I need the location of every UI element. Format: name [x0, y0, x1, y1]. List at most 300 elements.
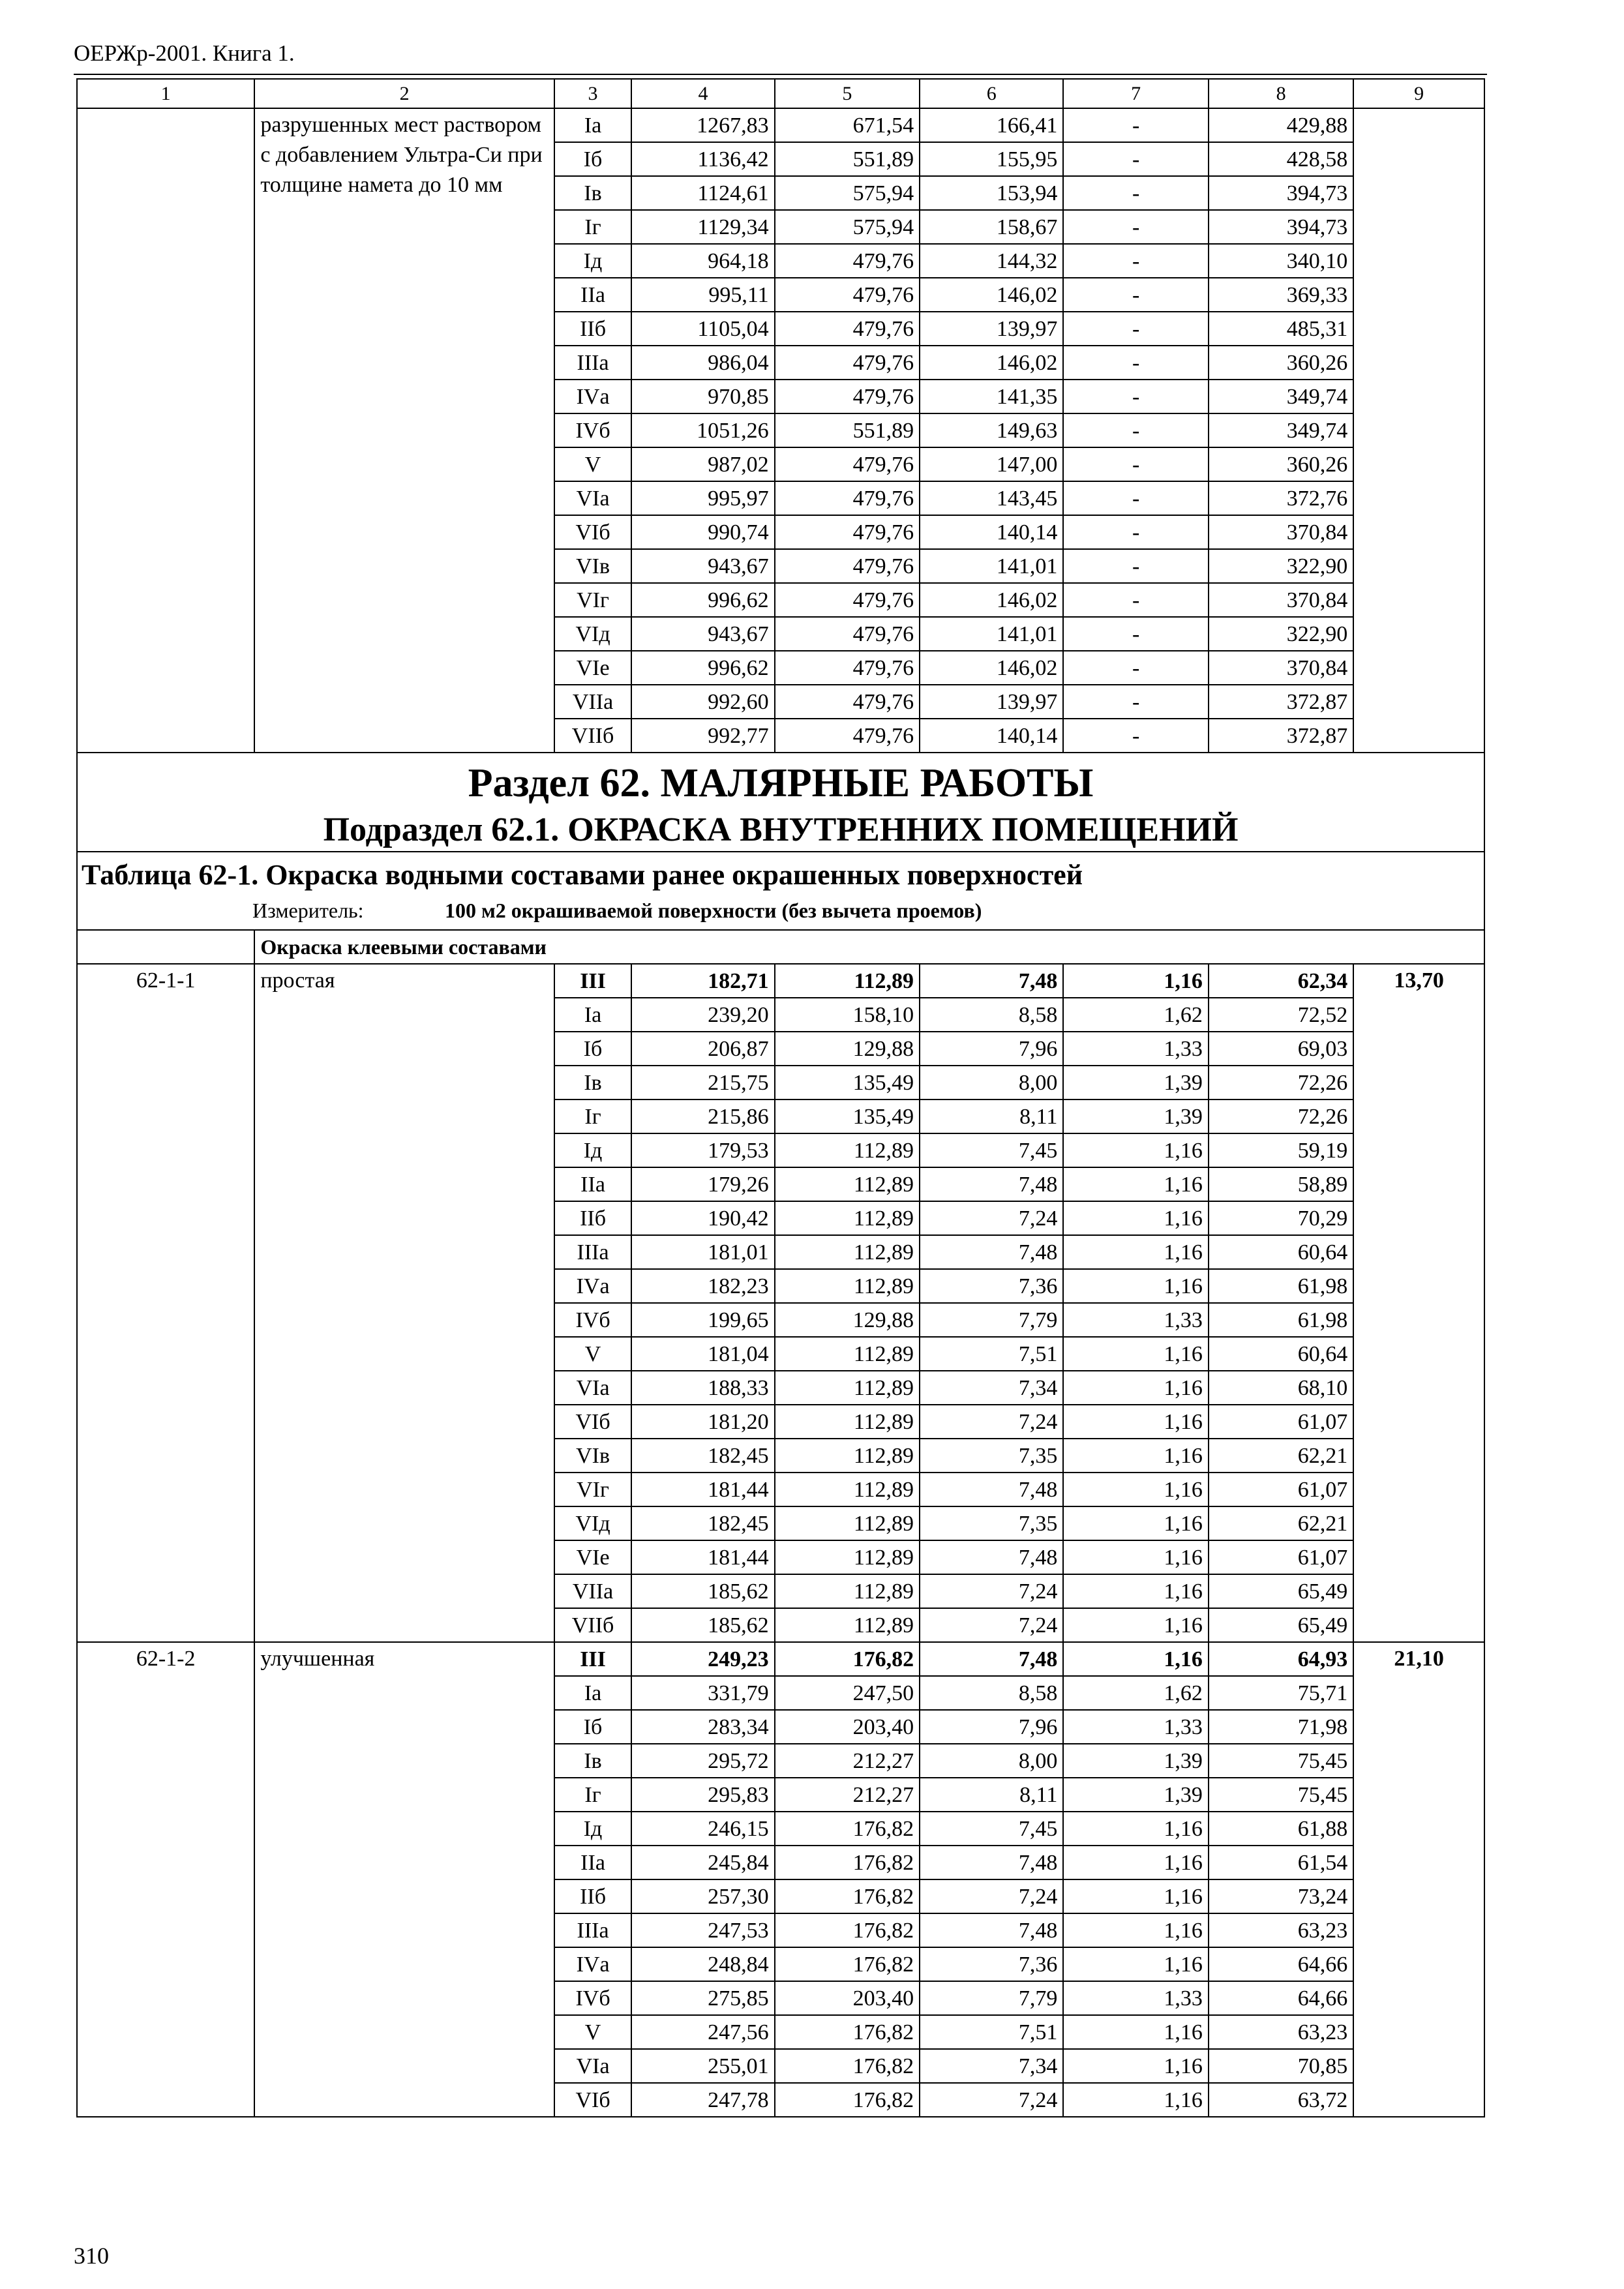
labor-cost: 212,27	[775, 1778, 920, 1812]
code-cell	[77, 108, 254, 753]
machinist-wage: 1,16	[1063, 1269, 1208, 1303]
labor-cost: 575,94	[775, 210, 920, 244]
machinist-wage: -	[1063, 278, 1208, 312]
direct-cost: 181,20	[631, 1405, 774, 1439]
labor-cost: 112,89	[775, 1540, 920, 1574]
machinist-wage: -	[1063, 413, 1208, 447]
zone-code: VIIб	[554, 719, 632, 753]
zone-code: IVа	[554, 1269, 632, 1303]
machinist-wage: 1,33	[1063, 1032, 1208, 1066]
zone-code: VIа	[554, 481, 632, 515]
machine-cost: 166,41	[920, 108, 1063, 142]
machine-cost: 7,45	[920, 1812, 1063, 1846]
column-number: 2	[254, 79, 554, 108]
direct-cost: 206,87	[631, 1032, 774, 1066]
material-cost: 61,07	[1209, 1540, 1353, 1574]
labor-cost: 112,89	[775, 1133, 920, 1167]
machine-cost: 158,67	[920, 210, 1063, 244]
machine-cost: 140,14	[920, 515, 1063, 549]
zone-code: Iг	[554, 210, 632, 244]
labor-cost: 112,89	[775, 1439, 920, 1473]
machine-cost: 7,48	[920, 1913, 1063, 1947]
direct-cost: 179,53	[631, 1133, 774, 1167]
machinist-wage: 1,16	[1063, 1371, 1208, 1405]
zone-code: VIд	[554, 617, 632, 651]
zone-code: Iа	[554, 108, 632, 142]
direct-cost: 1267,83	[631, 108, 774, 142]
zone-code: VIг	[554, 583, 632, 617]
material-cost: 340,10	[1209, 244, 1353, 278]
table-body	[77, 79, 1484, 2117]
direct-cost: 185,62	[631, 1574, 774, 1608]
labor-cost: 479,76	[775, 278, 920, 312]
labor-cost: 479,76	[775, 583, 920, 617]
machinist-wage: -	[1063, 346, 1208, 380]
column-number: 8	[1209, 79, 1353, 108]
zone-code: VIе	[554, 1540, 632, 1574]
machine-cost: 7,36	[920, 1269, 1063, 1303]
material-cost: 322,90	[1209, 617, 1353, 651]
direct-cost: 179,26	[631, 1167, 774, 1201]
direct-cost: 190,42	[631, 1201, 774, 1235]
material-cost: 61,07	[1209, 1473, 1353, 1506]
zone-code: V	[554, 1337, 632, 1371]
machine-cost: 139,97	[920, 312, 1063, 346]
zone-code: IIб	[554, 1201, 632, 1235]
labor-cost: 158,10	[775, 998, 920, 1032]
direct-cost: 943,67	[631, 549, 774, 583]
labor-cost: 135,49	[775, 1100, 920, 1133]
machine-cost: 153,94	[920, 176, 1063, 210]
material-cost: 62,21	[1209, 1506, 1353, 1540]
labor-cost: 203,40	[775, 1981, 920, 2015]
zone-code: IVб	[554, 1981, 632, 2015]
zone-code: IVб	[554, 413, 632, 447]
direct-cost: 1124,61	[631, 176, 774, 210]
material-cost: 64,66	[1209, 1947, 1353, 1981]
material-cost: 71,98	[1209, 1710, 1353, 1744]
subsection-title: Подраздел 62.1. ОКРАСКА ВНУТРЕННИХ ПОМЕЩЕНИЙ	[323, 811, 1239, 848]
labor-cost: 551,89	[775, 142, 920, 176]
labor-cost: 176,82	[775, 1879, 920, 1913]
direct-cost: 255,01	[631, 2049, 774, 2083]
machine-cost: 7,24	[920, 1201, 1063, 1235]
material-cost: 369,33	[1209, 278, 1353, 312]
machine-cost: 7,34	[920, 2049, 1063, 2083]
table-row	[77, 108, 1484, 142]
material-cost: 322,90	[1209, 549, 1353, 583]
machinist-wage: 1,39	[1063, 1778, 1208, 1812]
material-cost: 360,26	[1209, 447, 1353, 481]
labor-cost: 112,89	[775, 1201, 920, 1235]
material-cost: 61,07	[1209, 1405, 1353, 1439]
machinist-wage: 1,16	[1063, 1913, 1208, 1947]
table-title: Таблица 62-1. Окраска водными составами ранее окрашенных поверхностей	[82, 859, 1083, 891]
machinist-wage: 1,33	[1063, 1303, 1208, 1337]
machinist-wage: 1,16	[1063, 2015, 1208, 2049]
machinist-wage: -	[1063, 447, 1208, 481]
machine-cost: 7,48	[920, 1540, 1063, 1574]
labor-cost: 176,82	[775, 2015, 920, 2049]
header-rule	[74, 74, 1487, 75]
machine-cost: 7,48	[920, 1167, 1063, 1201]
zone-code: VIб	[554, 515, 632, 549]
machinist-wage: -	[1063, 515, 1208, 549]
labor-cost: 176,82	[775, 1913, 920, 1947]
labor-cost: 112,89	[775, 964, 920, 998]
material-cost: 349,74	[1209, 413, 1353, 447]
table-title-cell	[77, 852, 1484, 930]
machinist-wage: 1,16	[1063, 1235, 1208, 1269]
material-cost: 75,45	[1209, 1778, 1353, 1812]
zone-code: Iв	[554, 1066, 632, 1100]
machine-cost: 7,24	[920, 1879, 1063, 1913]
machinist-wage: 1,16	[1063, 1846, 1208, 1879]
machinist-wage: 1,16	[1063, 1337, 1208, 1371]
machine-cost: 149,63	[920, 413, 1063, 447]
zone-code: VIв	[554, 549, 632, 583]
machine-cost: 8,11	[920, 1778, 1063, 1812]
column-number: 9	[1353, 79, 1484, 108]
labor-cost: 479,76	[775, 549, 920, 583]
column-number: 6	[920, 79, 1063, 108]
direct-cost: 257,30	[631, 1879, 774, 1913]
zone-code: Iб	[554, 1032, 632, 1066]
direct-cost: 181,04	[631, 1337, 774, 1371]
machine-cost: 8,58	[920, 1676, 1063, 1710]
direct-cost: 970,85	[631, 380, 774, 413]
machine-cost: 7,48	[920, 964, 1063, 998]
machinist-wage: 1,39	[1063, 1066, 1208, 1100]
machine-cost: 144,32	[920, 244, 1063, 278]
direct-cost: 181,44	[631, 1540, 774, 1574]
column-number: 4	[631, 79, 774, 108]
machine-cost: 146,02	[920, 651, 1063, 685]
zone-code: IIIа	[554, 1913, 632, 1947]
machine-cost: 155,95	[920, 142, 1063, 176]
machinist-wage: 1,33	[1063, 1710, 1208, 1744]
direct-cost: 992,60	[631, 685, 774, 719]
machine-cost: 7,34	[920, 1371, 1063, 1405]
machinist-wage: -	[1063, 244, 1208, 278]
zone-code: VIб	[554, 2083, 632, 2117]
material-cost: 61,98	[1209, 1303, 1353, 1337]
machine-cost: 7,35	[920, 1506, 1063, 1540]
labor-cost: 247,50	[775, 1676, 920, 1710]
material-cost: 72,26	[1209, 1100, 1353, 1133]
material-cost: 73,24	[1209, 1879, 1353, 1913]
material-cost: 64,93	[1209, 1642, 1353, 1676]
machinist-wage: -	[1063, 651, 1208, 685]
machine-cost: 7,24	[920, 1608, 1063, 1642]
machinist-wage: -	[1063, 210, 1208, 244]
machine-cost: 7,48	[920, 1846, 1063, 1879]
material-cost: 349,74	[1209, 380, 1353, 413]
zone-code: IIIа	[554, 1235, 632, 1269]
labor-cost: 176,82	[775, 1846, 920, 1879]
material-cost: 60,64	[1209, 1235, 1353, 1269]
direct-cost: 239,20	[631, 998, 774, 1032]
item-col9: 21,10	[1353, 1642, 1484, 2117]
machine-cost: 146,02	[920, 583, 1063, 617]
labor-cost: 129,88	[775, 1032, 920, 1066]
machine-cost: 141,01	[920, 549, 1063, 583]
zone-code: VIIа	[554, 685, 632, 719]
material-cost: 394,73	[1209, 176, 1353, 210]
zone-code: III	[554, 964, 632, 998]
material-cost: 65,49	[1209, 1574, 1353, 1608]
direct-cost: 182,23	[631, 1269, 774, 1303]
zone-code: Iа	[554, 1676, 632, 1710]
group-row	[77, 930, 1484, 964]
item-name: простая	[254, 964, 554, 1642]
machinist-wage: -	[1063, 719, 1208, 753]
section-header-cell	[77, 753, 1484, 852]
direct-cost: 331,79	[631, 1676, 774, 1710]
material-cost: 59,19	[1209, 1133, 1353, 1167]
labor-cost: 479,76	[775, 481, 920, 515]
zone-code: Iб	[554, 142, 632, 176]
zone-code: Iд	[554, 1812, 632, 1846]
machinist-wage: 1,62	[1063, 1676, 1208, 1710]
labor-cost: 479,76	[775, 719, 920, 753]
direct-cost: 248,84	[631, 1947, 774, 1981]
column-number: 7	[1063, 79, 1208, 108]
machine-cost: 8,00	[920, 1744, 1063, 1778]
machinist-wage: 1,16	[1063, 2049, 1208, 2083]
labor-cost: 479,76	[775, 651, 920, 685]
machinist-wage: 1,16	[1063, 1608, 1208, 1642]
labor-cost: 551,89	[775, 413, 920, 447]
labor-cost: 112,89	[775, 1405, 920, 1439]
machinist-wage: -	[1063, 312, 1208, 346]
machinist-wage: 1,16	[1063, 1439, 1208, 1473]
machine-cost: 141,35	[920, 380, 1063, 413]
machine-cost: 7,45	[920, 1133, 1063, 1167]
meter-label: Измеритель:	[252, 899, 364, 922]
zone-code: VIе	[554, 651, 632, 685]
machine-cost: 147,00	[920, 447, 1063, 481]
direct-cost: 996,62	[631, 583, 774, 617]
machinist-wage: -	[1063, 549, 1208, 583]
material-cost: 64,66	[1209, 1981, 1353, 2015]
direct-cost: 181,44	[631, 1473, 774, 1506]
zone-code: IVа	[554, 1947, 632, 1981]
meter-value: 100 м2 окрашиваемой поверхности (без вычета проемов)	[445, 899, 982, 922]
column-number: 1	[77, 79, 254, 108]
material-cost: 485,31	[1209, 312, 1353, 346]
direct-cost: 992,77	[631, 719, 774, 753]
labor-cost: 129,88	[775, 1303, 920, 1337]
material-cost: 58,89	[1209, 1167, 1353, 1201]
zone-code: IIIа	[554, 346, 632, 380]
zone-code: VIIб	[554, 1608, 632, 1642]
direct-cost: 986,04	[631, 346, 774, 380]
direct-cost: 990,74	[631, 515, 774, 549]
direct-cost: 246,15	[631, 1812, 774, 1846]
machine-cost: 7,24	[920, 2083, 1063, 2117]
labor-cost: 479,76	[775, 617, 920, 651]
direct-cost: 995,97	[631, 481, 774, 515]
col9-cell	[1353, 108, 1484, 753]
machinist-wage: 1,16	[1063, 1540, 1208, 1574]
zone-code: III	[554, 1642, 632, 1676]
material-cost: 70,29	[1209, 1201, 1353, 1235]
zone-code: IVа	[554, 380, 632, 413]
direct-cost: 1051,26	[631, 413, 774, 447]
machinist-wage: 1,16	[1063, 1473, 1208, 1506]
machinist-wage: 1,39	[1063, 1100, 1208, 1133]
machinist-wage: 1,62	[1063, 998, 1208, 1032]
machinist-wage: -	[1063, 583, 1208, 617]
zone-code: Iд	[554, 1133, 632, 1167]
material-cost: 70,85	[1209, 2049, 1353, 2083]
labor-cost: 135,49	[775, 1066, 920, 1100]
table-row	[77, 964, 1484, 998]
zone-code: Iд	[554, 244, 632, 278]
machine-cost: 7,79	[920, 1303, 1063, 1337]
labor-cost: 479,76	[775, 346, 920, 380]
direct-cost: 181,01	[631, 1235, 774, 1269]
zone-code: IIа	[554, 1167, 632, 1201]
material-cost: 61,98	[1209, 1269, 1353, 1303]
direct-cost: 987,02	[631, 447, 774, 481]
material-cost: 61,88	[1209, 1812, 1353, 1846]
machine-cost: 7,96	[920, 1710, 1063, 1744]
material-cost: 72,26	[1209, 1066, 1353, 1100]
material-cost: 394,73	[1209, 210, 1353, 244]
machine-cost: 146,02	[920, 346, 1063, 380]
labor-cost: 176,82	[775, 2083, 920, 2117]
code-cell	[77, 930, 254, 964]
machine-cost: 8,00	[920, 1066, 1063, 1100]
labor-cost: 479,76	[775, 244, 920, 278]
material-cost: 69,03	[1209, 1032, 1353, 1066]
zone-code: VIIа	[554, 1574, 632, 1608]
material-cost: 75,71	[1209, 1676, 1353, 1710]
direct-cost: 215,75	[631, 1066, 774, 1100]
labor-cost: 112,89	[775, 1574, 920, 1608]
labor-cost: 112,89	[775, 1269, 920, 1303]
machine-cost: 7,24	[920, 1574, 1063, 1608]
zone-code: IIа	[554, 1846, 632, 1879]
labor-cost: 112,89	[775, 1506, 920, 1540]
zone-code: Iб	[554, 1710, 632, 1744]
labor-cost: 212,27	[775, 1744, 920, 1778]
machinist-wage: 1,16	[1063, 1405, 1208, 1439]
section-title: Раздел 62. МАЛЯРНЫЕ РАБОТЫ	[468, 761, 1094, 805]
machinist-wage: 1,33	[1063, 1981, 1208, 2015]
material-cost: 62,21	[1209, 1439, 1353, 1473]
material-cost: 372,87	[1209, 685, 1353, 719]
direct-cost: 995,11	[631, 278, 774, 312]
direct-cost: 247,53	[631, 1913, 774, 1947]
group-label: Окраска клеевыми составами	[254, 930, 1484, 964]
machinist-wage: -	[1063, 685, 1208, 719]
zone-code: IVб	[554, 1303, 632, 1337]
labor-cost: 112,89	[775, 1235, 920, 1269]
machine-cost: 7,96	[920, 1032, 1063, 1066]
meter-line	[78, 895, 1484, 927]
material-cost: 428,58	[1209, 142, 1353, 176]
machine-cost: 7,48	[920, 1642, 1063, 1676]
column-number-row	[77, 79, 1484, 108]
material-cost: 63,23	[1209, 2015, 1353, 2049]
labor-cost: 176,82	[775, 1947, 920, 1981]
direct-cost: 185,62	[631, 1608, 774, 1642]
zone-code: V	[554, 2015, 632, 2049]
machinist-wage: 1,16	[1063, 1133, 1208, 1167]
item-code: 62-1-2	[77, 1642, 254, 2117]
machinist-wage: -	[1063, 142, 1208, 176]
material-cost: 63,72	[1209, 2083, 1353, 2117]
machine-cost: 8,58	[920, 998, 1063, 1032]
material-cost: 372,87	[1209, 719, 1353, 753]
zone-code: VIб	[554, 1405, 632, 1439]
material-cost: 72,52	[1209, 998, 1353, 1032]
machinist-wage: 1,16	[1063, 1201, 1208, 1235]
direct-cost: 283,34	[631, 1710, 774, 1744]
direct-cost: 247,78	[631, 2083, 774, 2117]
machinist-wage: 1,16	[1063, 2083, 1208, 2117]
zone-code: Iг	[554, 1778, 632, 1812]
zone-code: Iв	[554, 1744, 632, 1778]
table-row	[77, 1642, 1484, 1676]
machine-cost: 143,45	[920, 481, 1063, 515]
labor-cost: 479,76	[775, 380, 920, 413]
item-col9: 13,70	[1353, 964, 1484, 1642]
labor-cost: 176,82	[775, 2049, 920, 2083]
zone-code: V	[554, 447, 632, 481]
machinist-wage: -	[1063, 108, 1208, 142]
table-title-row	[77, 852, 1484, 930]
direct-cost: 295,83	[631, 1778, 774, 1812]
labor-cost: 112,89	[775, 1337, 920, 1371]
machinist-wage: 1,16	[1063, 964, 1208, 998]
direct-cost: 964,18	[631, 244, 774, 278]
direct-cost: 199,65	[631, 1303, 774, 1337]
direct-cost: 247,56	[631, 2015, 774, 2049]
machinist-wage: -	[1063, 380, 1208, 413]
material-cost: 68,10	[1209, 1371, 1353, 1405]
section-row	[77, 753, 1484, 852]
labor-cost: 575,94	[775, 176, 920, 210]
page-number: 310	[74, 2243, 109, 2269]
direct-cost: 249,23	[631, 1642, 774, 1676]
zone-code: VIд	[554, 1506, 632, 1540]
material-cost: 370,84	[1209, 651, 1353, 685]
machinist-wage: 1,16	[1063, 1947, 1208, 1981]
material-cost: 65,49	[1209, 1608, 1353, 1642]
material-cost: 62,34	[1209, 964, 1353, 998]
labor-cost: 112,89	[775, 1608, 920, 1642]
labor-cost: 176,82	[775, 1812, 920, 1846]
labor-cost: 479,76	[775, 447, 920, 481]
machinist-wage: -	[1063, 617, 1208, 651]
direct-cost: 245,84	[631, 1846, 774, 1879]
machine-cost: 7,35	[920, 1439, 1063, 1473]
machine-cost: 7,48	[920, 1235, 1063, 1269]
machine-cost: 7,36	[920, 1947, 1063, 1981]
material-cost: 429,88	[1209, 108, 1353, 142]
machinist-wage: 1,16	[1063, 1506, 1208, 1540]
machine-cost: 7,48	[920, 1473, 1063, 1506]
zone-code: IIб	[554, 1879, 632, 1913]
machinist-wage: 1,16	[1063, 1167, 1208, 1201]
material-cost: 60,64	[1209, 1337, 1353, 1371]
item-code: 62-1-1	[77, 964, 254, 1642]
material-cost: 61,54	[1209, 1846, 1353, 1879]
